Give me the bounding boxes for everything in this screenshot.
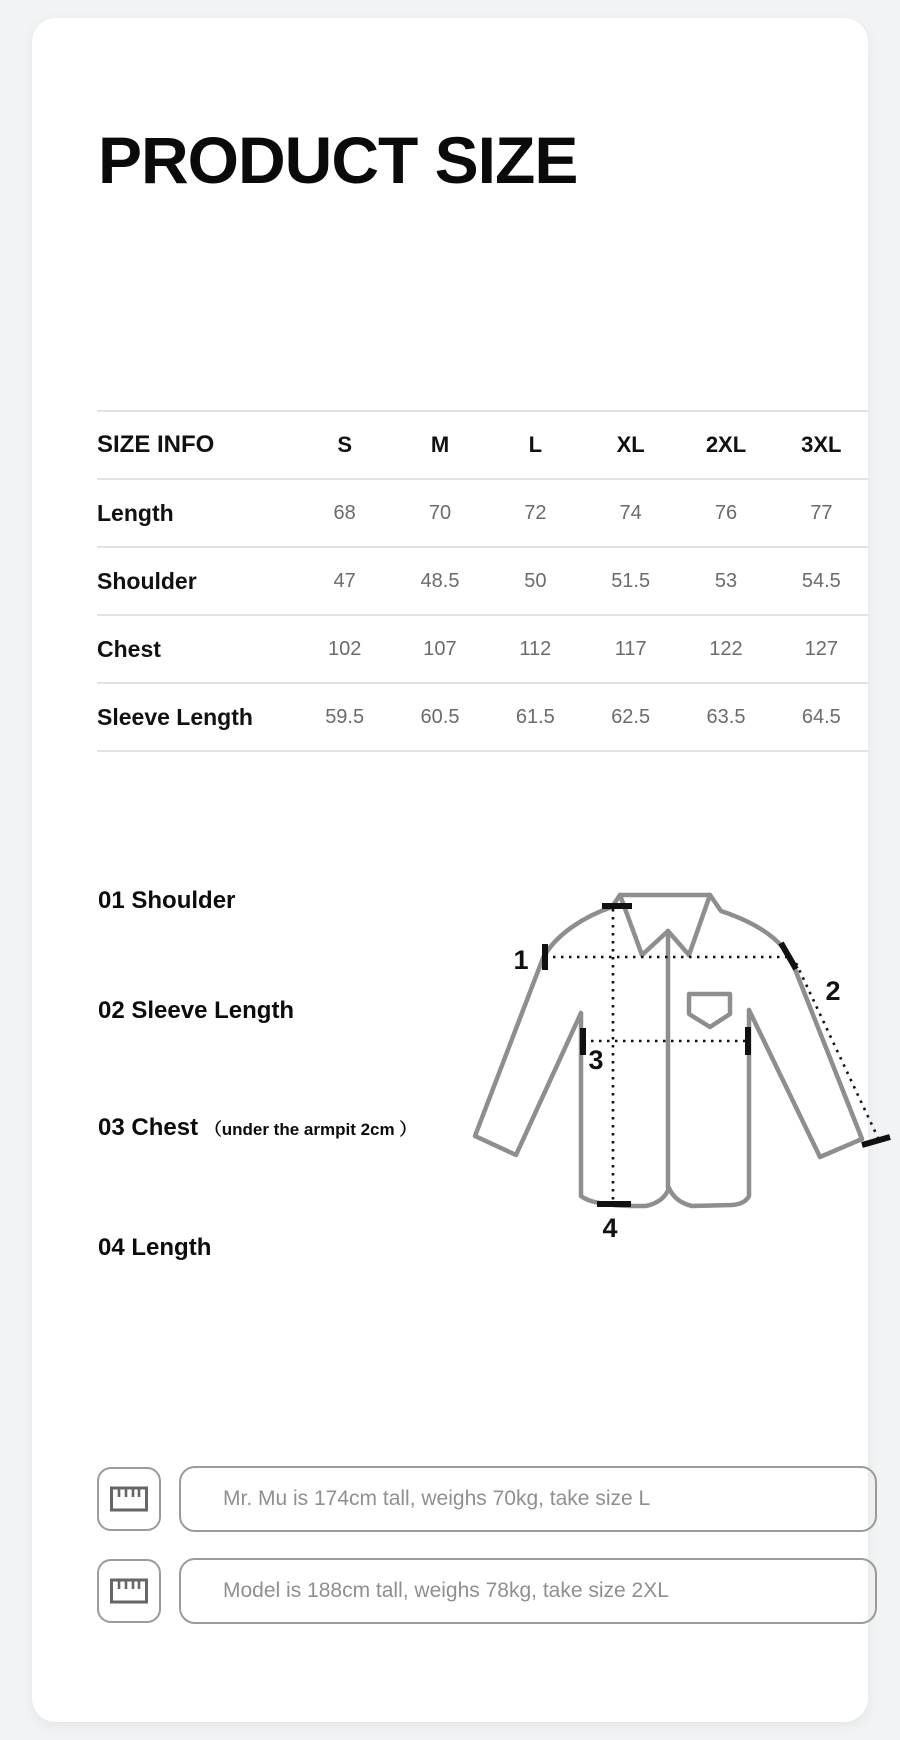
size-table-header-cell: S bbox=[337, 432, 352, 457]
table-row bbox=[97, 616, 869, 684]
row-label: Sleeve Length bbox=[97, 703, 253, 730]
row-label: Chest bbox=[97, 635, 161, 662]
table-cell: 76 bbox=[714, 501, 738, 524]
table-cell: 62.5 bbox=[611, 705, 651, 728]
product-size-card bbox=[32, 18, 868, 1722]
size-table-header-cell: L bbox=[528, 432, 543, 457]
fit-note-text: Model is 188cm tall, weighs 78kg, take size 2XL bbox=[179, 1558, 877, 1624]
table-row bbox=[97, 684, 869, 752]
table-cell: 72 bbox=[524, 501, 547, 524]
shirt-outline bbox=[475, 895, 862, 1206]
table-cell: 74 bbox=[619, 501, 642, 524]
guide-item-length bbox=[98, 1234, 211, 1262]
marker-shoulder: 1 bbox=[513, 945, 529, 975]
size-table-header-cell: XL bbox=[616, 432, 645, 457]
fit-note-row bbox=[97, 1558, 877, 1624]
fit-note-text: Mr. Mu is 174cm tall, weighs 70kg, take size L bbox=[179, 1466, 877, 1532]
guide-number: 04 bbox=[98, 1234, 125, 1261]
ruler-icon bbox=[110, 1486, 148, 1512]
table-cell: 59.5 bbox=[325, 705, 365, 728]
table-cell: 112 bbox=[519, 637, 552, 660]
row-label: Shoulder bbox=[97, 567, 197, 594]
table-cell: 70 bbox=[428, 501, 452, 524]
marker-length: 4 bbox=[602, 1213, 618, 1243]
table-cell: 53 bbox=[714, 569, 738, 592]
ruler-icon-box bbox=[97, 1559, 161, 1623]
table-cell: 63.5 bbox=[706, 705, 746, 728]
table-cell: 122 bbox=[709, 637, 743, 660]
table-cell: 64.5 bbox=[801, 705, 841, 728]
guide-number: 02 bbox=[98, 997, 125, 1024]
table-cell: 51.5 bbox=[611, 569, 651, 592]
table-cell: 60.5 bbox=[420, 705, 460, 728]
table-row bbox=[97, 548, 869, 616]
table-cell: 54.5 bbox=[801, 569, 841, 592]
guide-note: （under the armpit 2cm ） bbox=[204, 1120, 417, 1139]
shirt-measurement-diagram bbox=[412, 868, 900, 1258]
table-cell: 127 bbox=[804, 637, 839, 660]
guide-item-chest bbox=[98, 1114, 416, 1142]
table-cell: 77 bbox=[810, 501, 833, 524]
guide-number: 01 bbox=[98, 887, 125, 914]
guide-number: 03 bbox=[98, 1114, 125, 1141]
marker-sleeve: 2 bbox=[825, 976, 841, 1006]
table-cell: 50 bbox=[524, 569, 547, 592]
table-cell: 61.5 bbox=[515, 705, 555, 728]
table-cell: 107 bbox=[423, 637, 457, 660]
table-cell: 102 bbox=[327, 637, 362, 660]
size-table-header-cell: 2XL bbox=[705, 432, 747, 457]
ruler-icon bbox=[110, 1578, 148, 1604]
size-table-header-cell: SIZE INFO bbox=[97, 431, 215, 458]
table-cell: 47 bbox=[333, 569, 356, 592]
guide-label: Chest bbox=[131, 1114, 199, 1141]
fit-note-row bbox=[97, 1466, 877, 1532]
table-cell: 117 bbox=[614, 637, 647, 660]
ruler-icon-box bbox=[97, 1467, 161, 1531]
table-row bbox=[97, 480, 869, 548]
marker-chest: 3 bbox=[588, 1045, 604, 1075]
guide-label: Sleeve Length bbox=[131, 997, 295, 1024]
row-label: Length bbox=[97, 499, 174, 526]
size-table-header-row bbox=[97, 412, 869, 480]
size-table bbox=[97, 410, 869, 752]
size-table-header-cell: M bbox=[430, 432, 450, 457]
size-table-header-cell: 3XL bbox=[801, 432, 842, 457]
table-cell: 48.5 bbox=[420, 569, 460, 592]
guide-item-shoulder bbox=[98, 887, 235, 915]
page-title: PRODUCT SIZE bbox=[98, 123, 578, 197]
guide-label: Shoulder bbox=[131, 887, 236, 914]
guide-label: Length bbox=[131, 1234, 212, 1261]
guide-item-sleeve-length bbox=[98, 997, 294, 1025]
table-cell: 68 bbox=[333, 501, 356, 524]
